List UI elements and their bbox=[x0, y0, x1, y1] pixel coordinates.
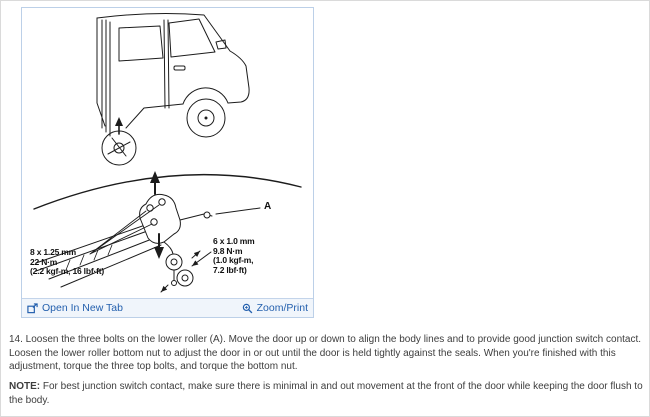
torque-spec-right-line4: 7.2 lbf·ft) bbox=[213, 264, 247, 275]
torque-spec-right-line3: (1.0 kgf-m, bbox=[213, 255, 254, 265]
open-in-new-tab-label: Open In New Tab bbox=[42, 302, 123, 314]
callout-a-label: A bbox=[264, 201, 272, 212]
torque-spec-left-line2: 22 N·m bbox=[30, 256, 58, 267]
torque-spec-left bbox=[30, 248, 104, 277]
step-instruction: 14. Loosen the three bolts on the lower roller (A). Move the door up or down to align the body lines and to provide good junction switch contact. Loosen the lower roller bottom nut to adjust the door in or out until the door is held tightly against the seals. When you're finished with this adjustment, torque the three top bolts, and torque the bottom nut. bbox=[9, 334, 642, 372]
zoom-print-link[interactable] bbox=[242, 302, 308, 314]
torque-spec-right-line1: 6 x 1.0 mm bbox=[213, 236, 255, 246]
torque-spec-right bbox=[213, 237, 254, 275]
open-in-new-tab-link[interactable] bbox=[27, 302, 123, 314]
note-label: NOTE: bbox=[9, 381, 41, 392]
magnifier-icon bbox=[242, 303, 253, 314]
diagram-stage bbox=[22, 8, 313, 298]
image-viewer bbox=[21, 7, 314, 318]
zoom-print-label: Zoom/Print bbox=[256, 302, 308, 314]
viewer-toolbar bbox=[22, 298, 313, 317]
torque-spec-left-line3: (2.2 kgf-m, 16 lbf·ft) bbox=[30, 266, 104, 276]
note-paragraph bbox=[9, 380, 646, 407]
torque-spec-left-line1: 8 x 1.25 mm bbox=[30, 247, 76, 257]
external-link-icon bbox=[27, 303, 38, 314]
torque-spec-right-line2: 9.8 N·m bbox=[213, 245, 243, 256]
note-text: For best junction switch contact, make sure there is minimal in and out movement at the front of the door while keeping the door flush to the body. bbox=[9, 381, 643, 406]
